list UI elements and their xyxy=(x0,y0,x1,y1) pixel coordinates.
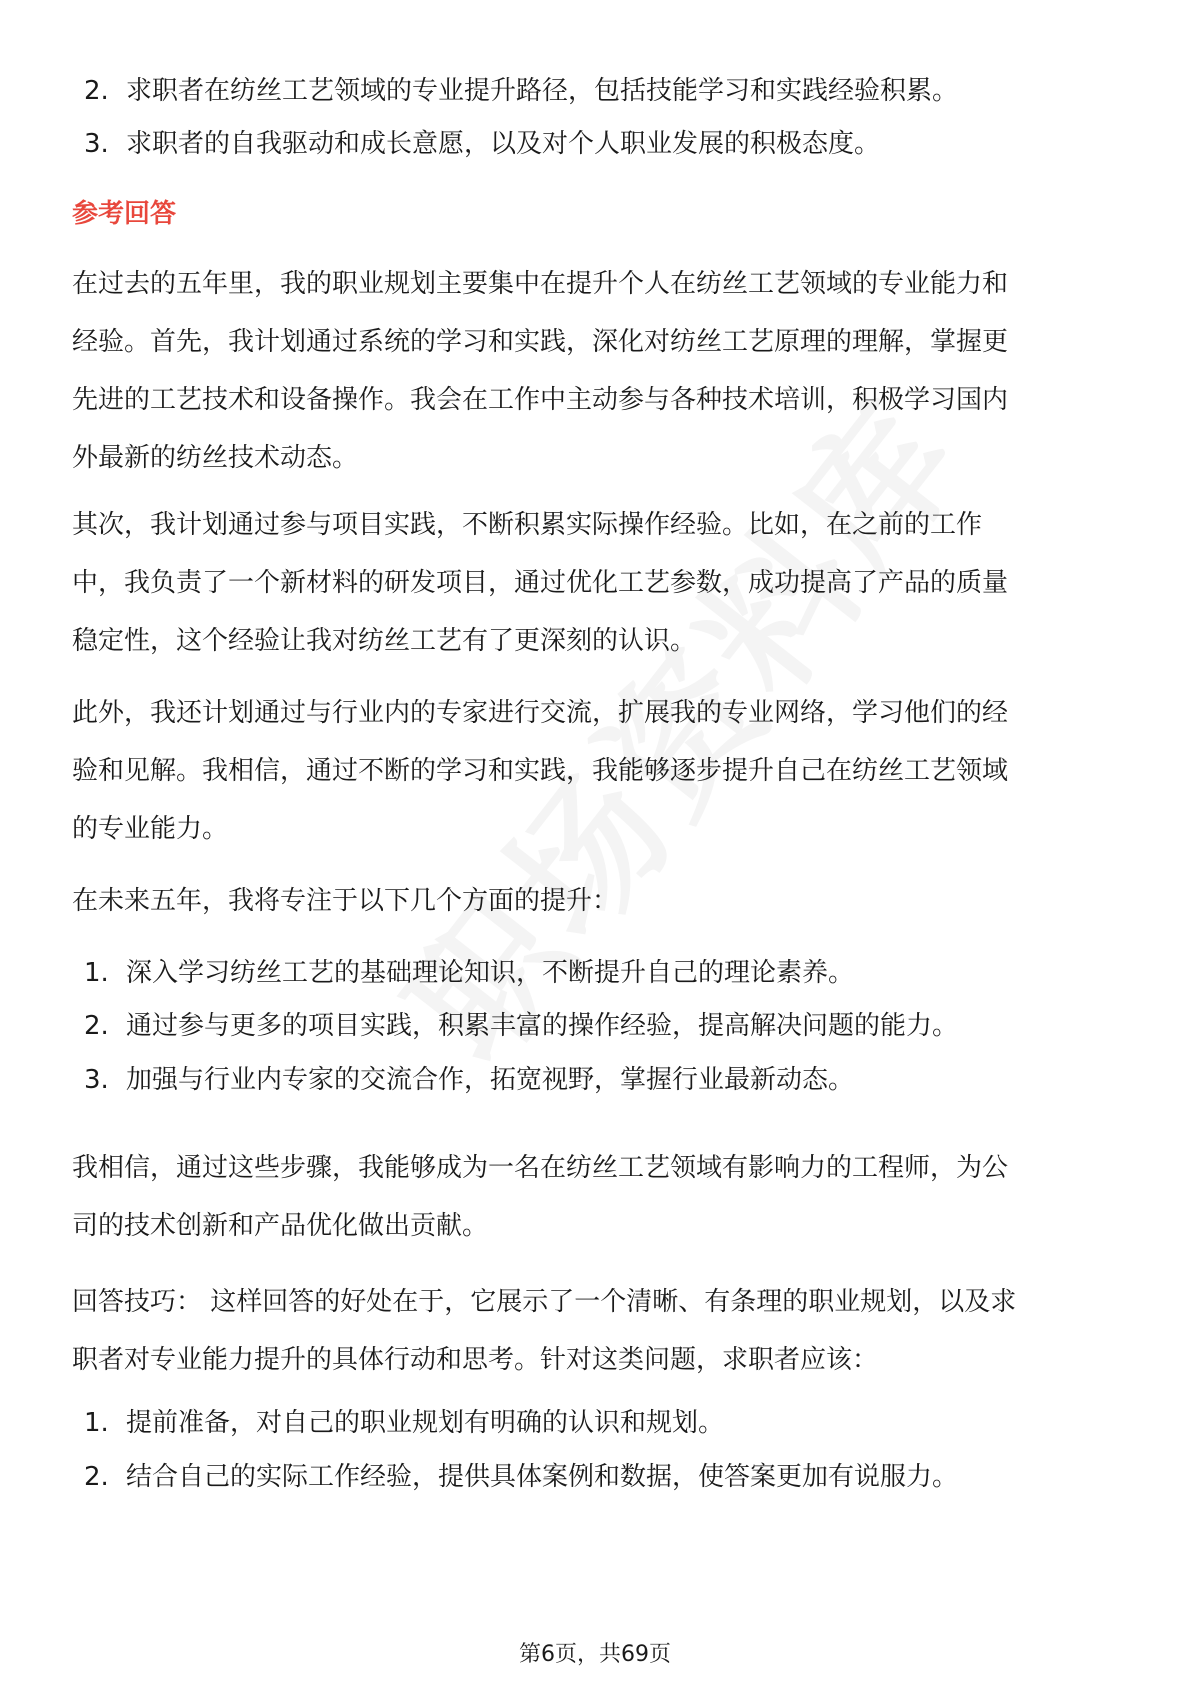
list-text: 求职者在纺丝工艺领域的专业提升路径，包括技能学习和实践经验积累。 xyxy=(126,76,959,106)
paragraph-line: 中，我负责了一个新材料的研发项目，通过优化工艺参数，成功提高了产品的质量 xyxy=(72,568,1009,598)
list-item xyxy=(84,1460,1124,1494)
list-number: 1. xyxy=(84,1408,109,1438)
paragraph xyxy=(72,872,1122,930)
paragraph xyxy=(72,496,1122,670)
closing-paragraph xyxy=(72,1139,1122,1255)
paragraph-line: 在过去的五年里，我的职业规划主要集中在提升个人在纺丝工艺领域的专业能力和 xyxy=(72,269,1009,299)
paragraph-line: 此外，我还计划通过与行业内的专家进行交流，扩展我的专业网络，学习他们的经 xyxy=(72,698,1009,728)
paragraph-line: 在未来五年，我将专注于以下几个方面的提升： xyxy=(72,886,619,916)
paragraph xyxy=(72,684,1122,858)
list-item xyxy=(84,1063,1124,1097)
list-text: 提前准备，对自己的职业规划有明确的认识和规划。 xyxy=(126,1408,725,1438)
paragraph-line: 经验。首先，我计划通过系统的学习和实践，深化对纺丝工艺原理的理解，掌握更 xyxy=(72,327,1009,357)
paragraph-line: 验和见解。我相信，通过不断的学习和实践，我能够逐步提升自己在纺丝工艺领域 xyxy=(72,756,1009,786)
paragraph-line: 外最新的纺丝技术动态。 xyxy=(72,443,359,473)
list-text: 通过参与更多的项目实践，积累丰富的操作经验，提高解决问题的能力。 xyxy=(126,1011,959,1041)
list-item xyxy=(84,956,1124,990)
list-number: 2. xyxy=(84,1462,109,1492)
list-number: 3. xyxy=(84,129,109,159)
list-text: 加强与行业内专家的交流合作，拓宽视野，掌握行业最新动态。 xyxy=(126,1065,855,1095)
paragraph-line: 司的技术创新和产品优化做出贡献。 xyxy=(72,1211,489,1241)
list-text: 求职者的自我驱动和成长意愿，以及对个人职业发展的积极态度。 xyxy=(126,129,881,159)
list-text: 深入学习纺丝工艺的基础理论知识，不断提升自己的理论素养。 xyxy=(126,958,855,988)
list-item xyxy=(84,74,1124,108)
list-item xyxy=(84,127,1124,161)
list-number: 3. xyxy=(84,1065,109,1095)
paragraph-line: 职者对专业能力提升的具体行动和思考。针对这类问题，求职者应该： xyxy=(72,1345,879,1375)
paragraph xyxy=(72,255,1122,487)
paragraph-line: 其次，我计划通过参与项目实践，不断积累实际操作经验。比如，在之前的工作 xyxy=(72,510,983,540)
list-number: 1. xyxy=(84,958,109,988)
list-item xyxy=(84,1009,1124,1043)
list-text: 结合自己的实际工作经验，提供具体案例和数据，使答案更加有说服力。 xyxy=(126,1462,959,1492)
tips-paragraph xyxy=(72,1273,1122,1389)
paragraph-line: 先进的工艺技术和设备操作。我会在工作中主动参与各种技术培训，积极学习国内 xyxy=(72,385,1009,415)
list-item xyxy=(84,1406,1124,1440)
paragraph-line: 我相信，通过这些步骤，我能够成为一名在纺丝工艺领域有影响力的工程师，为公 xyxy=(72,1153,1009,1183)
list-number: 2. xyxy=(84,1011,109,1041)
list-number: 2. xyxy=(84,76,109,106)
page-number: 第6页，共69页 xyxy=(519,1642,671,1667)
answer-heading: 参考回答 xyxy=(72,199,177,229)
paragraph-line: 回答技巧： 这样回答的好处在于，它展示了一个清晰、有条理的职业规划，以及求 xyxy=(72,1287,1017,1317)
paragraph-line: 的专业能力。 xyxy=(72,814,229,844)
paragraph-line: 稳定性，这个经验让我对纺丝工艺有了更深刻的认识。 xyxy=(72,626,697,656)
